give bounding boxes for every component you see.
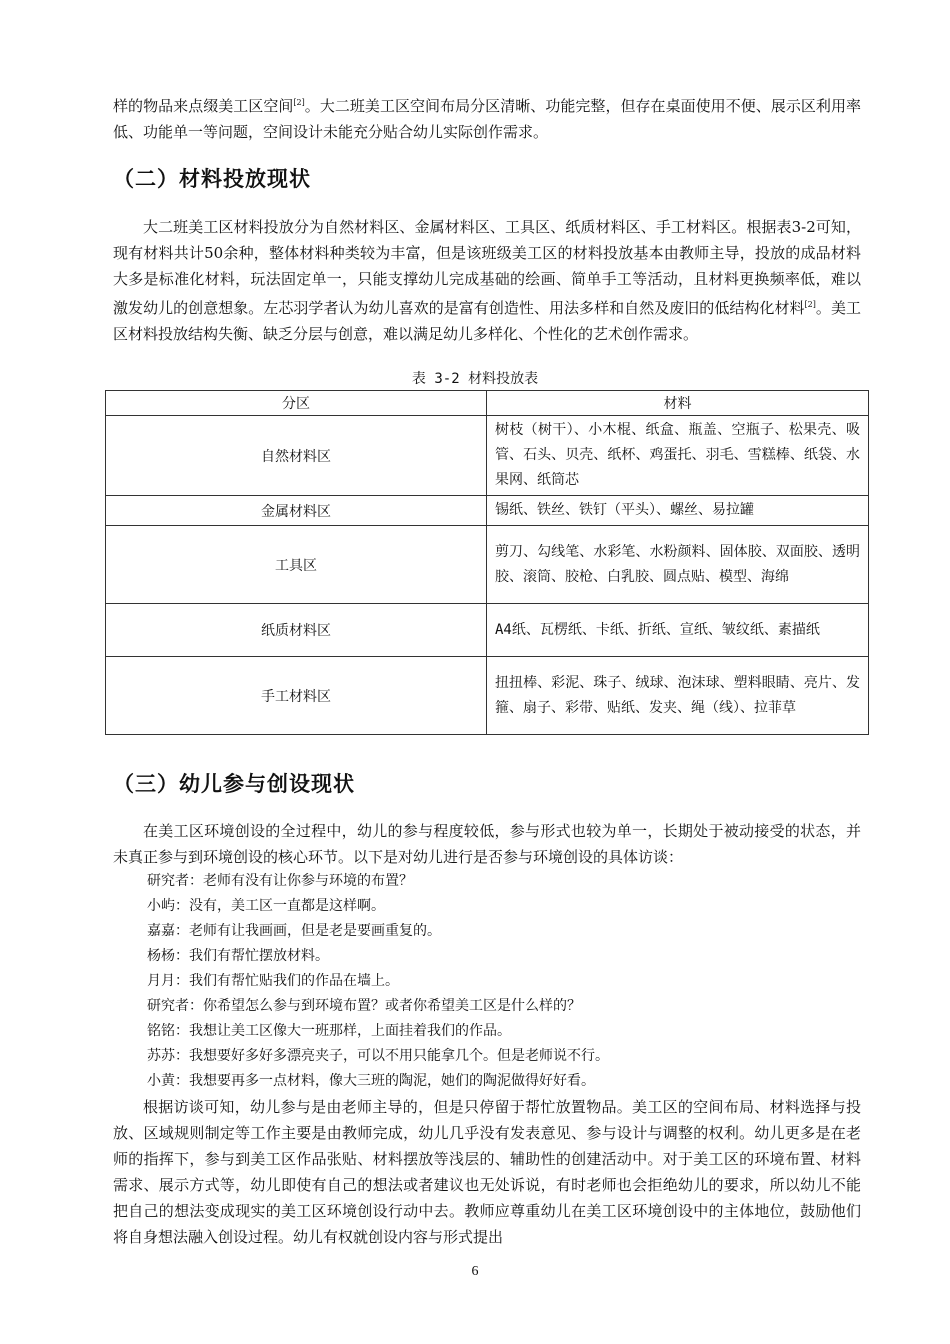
materials-cell: A4纸、瓦楞纸、卡纸、折纸、宣纸、皱纹纸、素描纸 — [487, 604, 869, 657]
dialog-line: 嘉嘉：老师有让我画画，但是老是要画重复的。 — [147, 923, 441, 939]
table-caption: 表 3-2 材料投放表 — [411, 371, 539, 387]
zone-cell: 金属材料区 — [106, 496, 487, 526]
dialog-line: 小屿：没有，美工区一直都是这样啊。 — [147, 898, 385, 914]
section-heading-materials: （二）材料投放现状 — [113, 167, 311, 191]
materials-cell: 锡纸、铁丝、铁钉（平头）、螺丝、易拉罐 — [487, 496, 869, 526]
page-number: 6 — [471, 1264, 479, 1279]
column-header-zone: 分区 — [106, 391, 487, 416]
table-row — [106, 416, 869, 496]
zone-cell: 纸质材料区 — [106, 604, 487, 657]
participation-paragraph: 在美工区环境创设的全过程中，幼儿的参与程度较低，参与形式也较为单一，长期处于被动接受的状态，并未真正参与到环境创设的核心环节。以下是对幼儿进行是否参与环境创设的具体访谈： — [113, 822, 861, 866]
table-row — [106, 657, 869, 735]
materials-cell: 扭扭棒、彩泥、珠子、绒球、泡沫球、塑料眼睛、亮片、发箍、扇子、彩带、贴纸、发夹、绳（线）、拉菲草 — [487, 657, 869, 735]
dialog-line: 研究者：老师有没有让你参与环境的布置？ — [147, 873, 413, 889]
dialog-line: 苏苏：我想要好多好多漂亮夹子，可以不用只能拿几个。但是老师说不行。 — [147, 1048, 609, 1064]
section-heading-participation: （三）幼儿参与创设现状 — [113, 772, 355, 796]
materials-table — [105, 390, 869, 735]
materials-text-b: 。美工区材料投放结构失衡、缺乏分层与创意，难以满足幼儿多样化、个性化的艺术创作需求。 — [113, 299, 861, 343]
citation-ref[interactable]: [2] — [293, 98, 305, 107]
materials-cell: 树枝（树干）、小木棍、纸盒、瓶盖、空瓶子、松果壳、吸管、石头、贝壳、纸杯、鸡蛋托、羽毛、雪糕棒、纸袋、水果网、纸筒芯 — [487, 416, 869, 496]
dialog-line: 铭铭：我想让美工区像大一班那样，上面挂着我们的作品。 — [147, 1023, 511, 1039]
column-header-materials: 材料 — [487, 391, 869, 416]
table-row — [106, 526, 869, 604]
intro-paragraph — [113, 90, 861, 145]
analysis-paragraph: 根据访谈可知，幼儿参与是由老师主导的，但是只停留于帮忙放置物品。美工区的空间布局、材料选择与投放、区域规则制定等工作主要是由教师完成，幼儿几乎没有发表意见、参与设计与调整的权利。幼儿更多是在老师的指挥下，参与到美工区作品张贴、材料摆放等浅层的、辅助性的创建活动中。对于美工区的环境布置、材料需求、展示方式等，幼儿即使有自己的想法或者建议也无处诉说，有时老师也会拒绝幼儿的要求，所以幼儿不能把自己的想法变成现实的美工区环境创设行动中去。教师应尊重幼儿在美工区环境创设中的主体地位，鼓励他们将自身想法融入创设过程。幼儿有权就创设内容与形式提出 — [113, 1098, 861, 1246]
table-row — [106, 604, 869, 657]
intro-text-a: 样的物品来点缀美工区空间 — [113, 97, 294, 115]
dialog-line: 小黄：我想要再多一点材料，像大三班的陶泥，她们的陶泥做得好好看。 — [147, 1073, 595, 1089]
dialog-line: 月月：我们有帮忙贴我们的作品在墙上。 — [147, 973, 399, 989]
citation-ref[interactable]: [2] — [804, 300, 816, 309]
materials-text-a: 大二班美工区材料投放分为自然材料区、金属材料区、工具区、纸质材料区、手工材料区。根据表3-2可知，现有材料共计50余种，整体材料种类较为丰富，但是该班级美工区的材料投放基本由教师主导，投放的成品材料大多是标准化材料，玩法固定单一，只能支撑幼儿完成基础的绘画、简单手工等活动，且材料更换频率低，难以激发幼儿的创意想象。左芯羽学者认为幼儿喜欢的是富有创造性、用法多样和自然及废旧的低结构化材料 — [113, 218, 861, 317]
table-header-row — [106, 391, 869, 416]
zone-cell: 手工材料区 — [106, 657, 487, 735]
zone-cell: 自然材料区 — [106, 416, 487, 496]
table-row — [106, 496, 869, 526]
materials-paragraph — [113, 214, 861, 347]
dialog-line: 研究者：你希望怎么参与到环境布置？或者你希望美工区是什么样的？ — [147, 998, 581, 1014]
zone-cell: 工具区 — [106, 526, 487, 604]
intro-text-b: 。大二班美工区空间布局分区清晰、功能完整，但存在桌面使用不便、展示区利用率低、功能单一等问题，空间设计未能充分贴合幼儿实际创作需求。 — [113, 97, 861, 141]
dialog-line: 杨杨：我们有帮忙摆放材料。 — [147, 948, 329, 964]
materials-cell: 剪刀、勾线笔、水彩笔、水粉颜料、固体胶、双面胶、透明胶、滚筒、胶枪、白乳胶、圆点贴、模型、海绵 — [487, 526, 869, 604]
